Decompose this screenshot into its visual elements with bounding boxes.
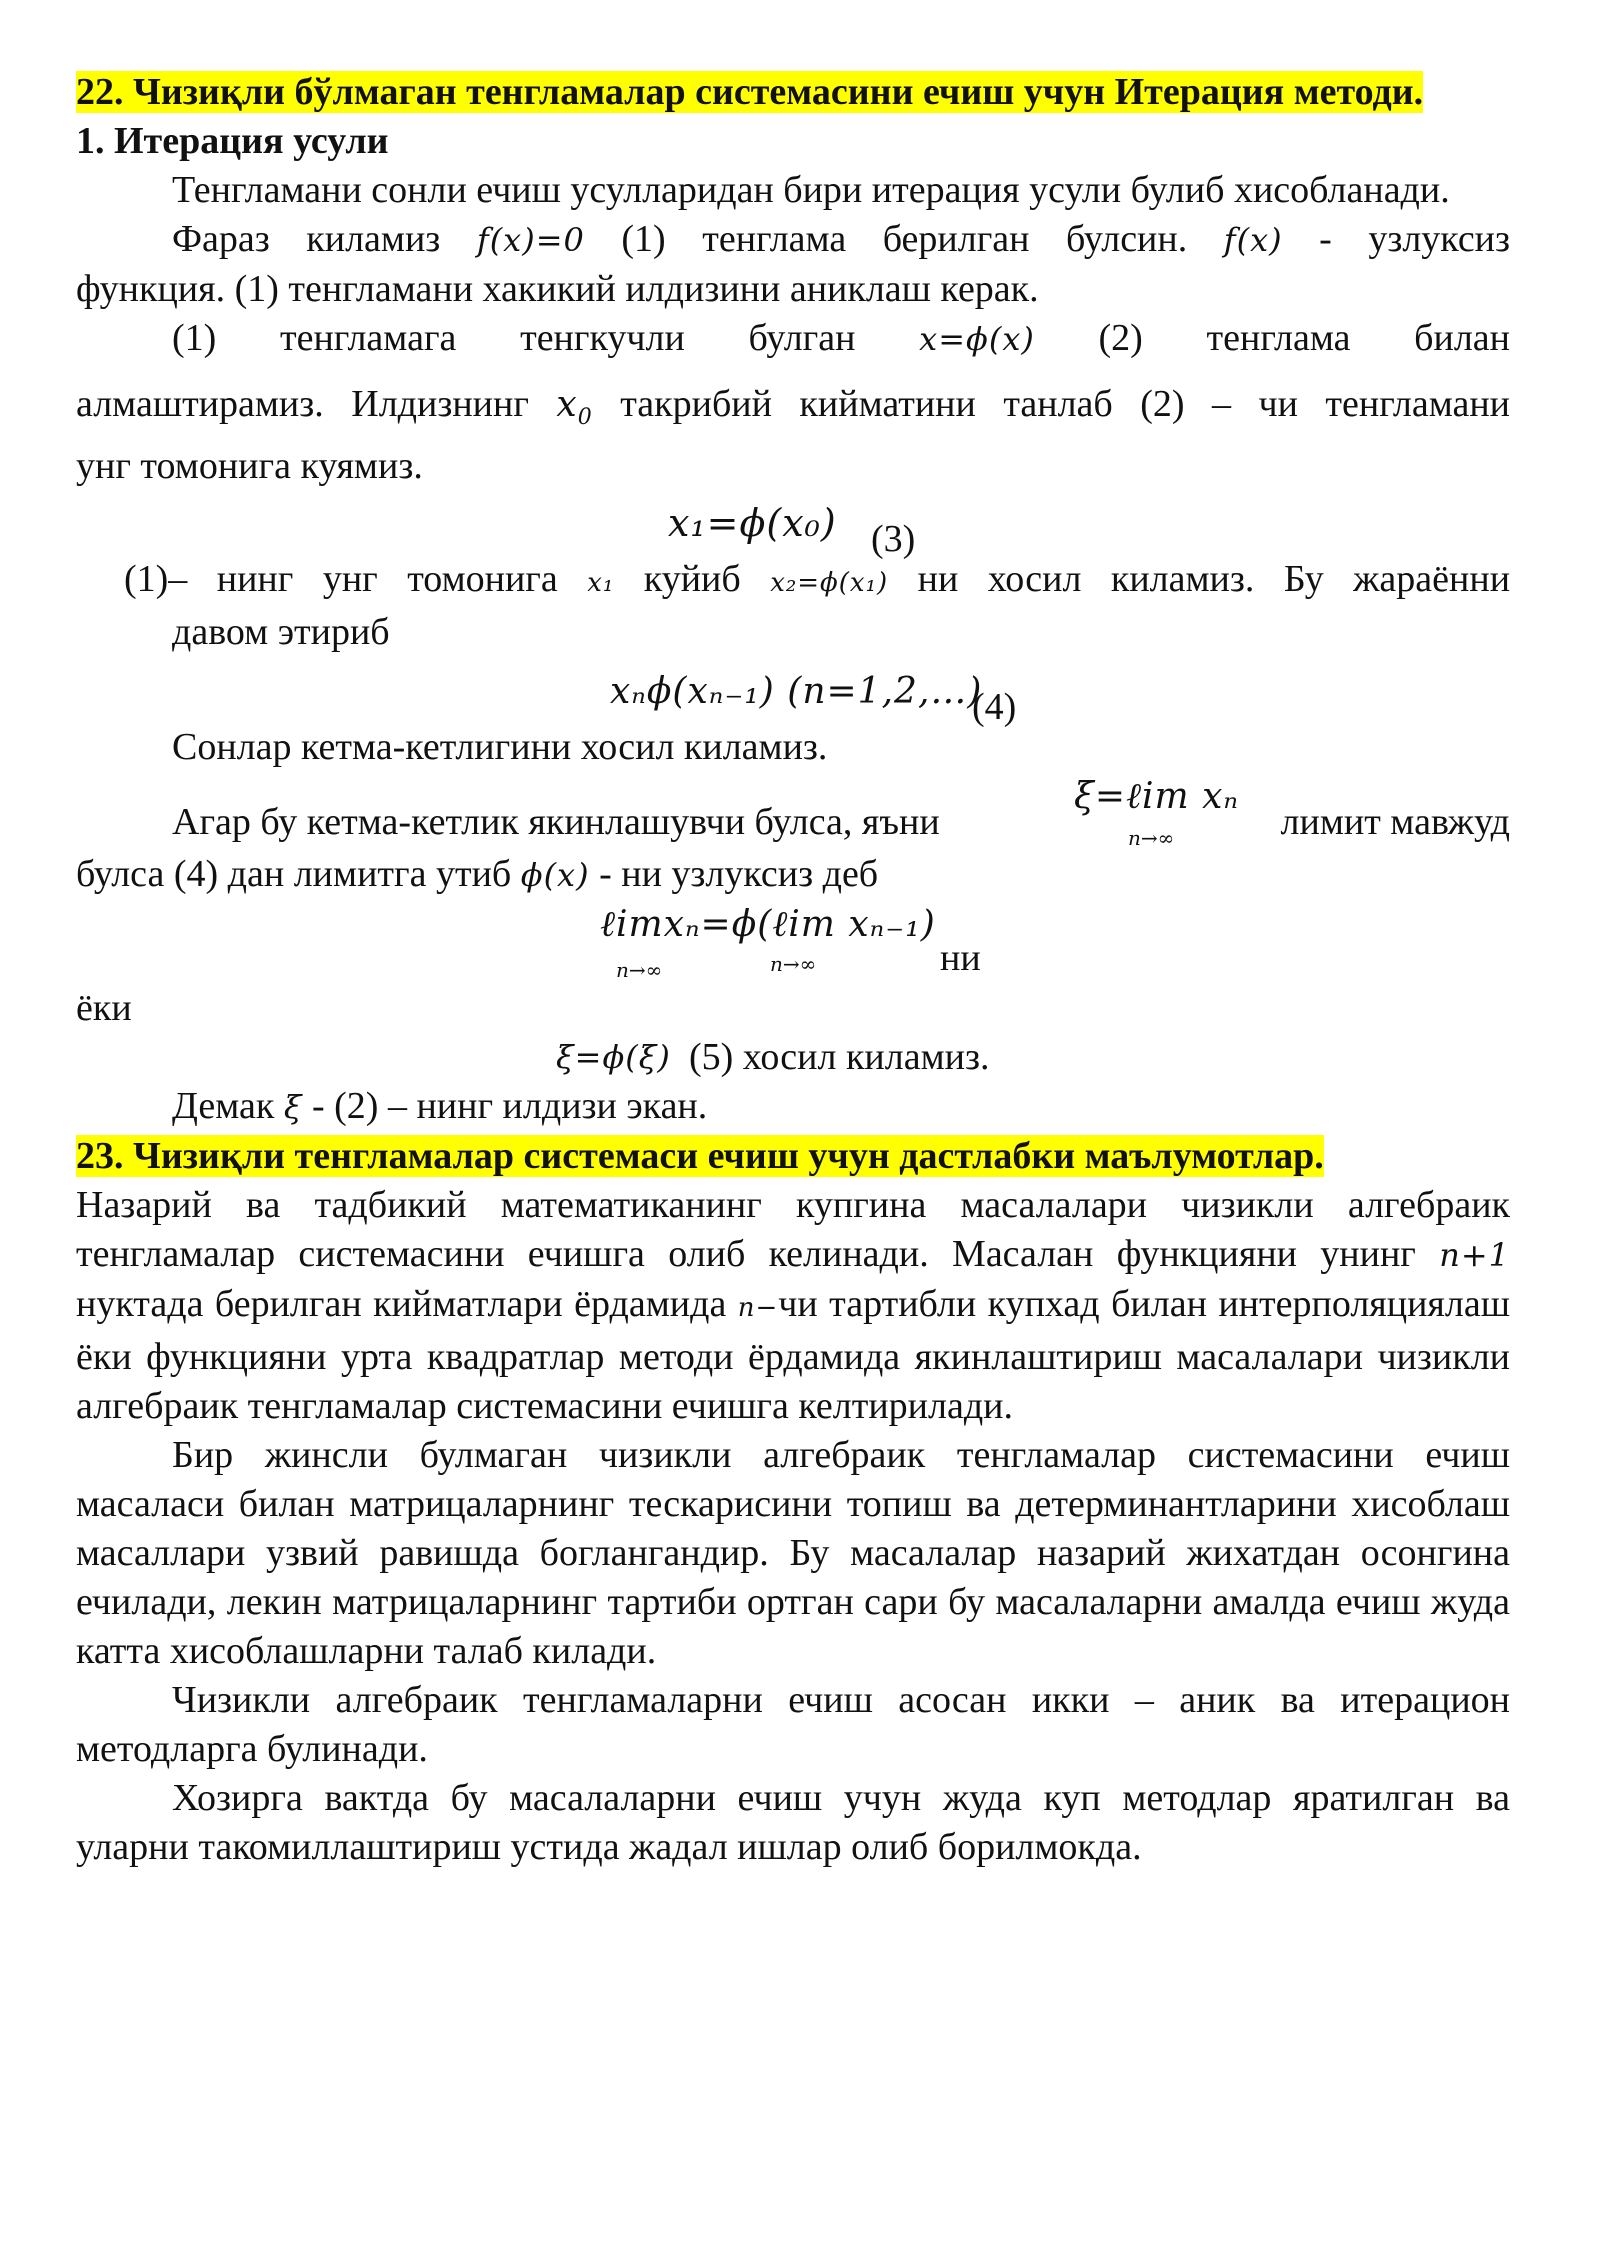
paragraph-1: Тенгламани сонли ечиш усулларидан бири итерация усули булиб хисобланади. bbox=[172, 169, 1450, 211]
equation-xi-limit-subscript: n→∞ bbox=[1128, 826, 1175, 850]
paragraph-2-line2: функция. (1) тенгламани хакикий илдизини аниклаш керак. bbox=[76, 268, 1039, 310]
equation-5-text: (5) хосил киламиз. bbox=[689, 1036, 990, 1078]
equation-3-number: (3) bbox=[871, 518, 916, 560]
equation-4: xₙϕ(xₙ₋₁) (n=1,2,…) bbox=[610, 671, 983, 712]
p4-text-c: ни хосил киламиз. Бу жараённи bbox=[917, 558, 1511, 600]
p6-text-c: булса (4) дан лимитга утиб bbox=[76, 853, 512, 895]
subheading-iteration: 1. Итерация усули bbox=[76, 120, 389, 162]
equation-x2: x₂=ϕ(x₁) bbox=[770, 568, 889, 598]
paragraph-13: Хозирга вактда бу масалаларни ечиш учун жуда куп методлар яратилган ва уларни такомиллаштириш устида жадал ишлар олиб борилмокда. bbox=[76, 1777, 1510, 1868]
paragraph-12: Чизикли алгебраик тенгламаларни ечиш асосан икки – аник ва итерацион методларга булинади. bbox=[76, 1679, 1510, 1770]
equation-5-row bbox=[76, 1033, 1510, 1082]
p2-text-c: - узлуксиз bbox=[1319, 218, 1511, 260]
p10-text-b: нуктада берилган кийматлари ёрдамида bbox=[76, 1283, 727, 1325]
equation-3-row bbox=[76, 491, 1510, 560]
p9-text-b: - (2) – нинг илдизи экан. bbox=[312, 1085, 708, 1127]
equation-n-plus-1: n+1 bbox=[1439, 1236, 1511, 1274]
equation-limit-row bbox=[76, 900, 1510, 980]
paragraph-3-line1 bbox=[76, 314, 1510, 364]
equation-limit-subscript-2: n→∞ bbox=[770, 952, 817, 976]
p3-text-a: (1) тенгламага тенгкучли булган bbox=[172, 317, 856, 359]
paragraph-6-line1 bbox=[76, 772, 1510, 850]
equation-x1: x₁ bbox=[587, 568, 615, 598]
equation-x0 bbox=[556, 384, 593, 430]
p3-text-d: такрибий кийматини танлаб (2) – чи тенгламани bbox=[620, 383, 1511, 425]
equation-3: x₁=ϕ(x₀) bbox=[668, 501, 837, 545]
p6-text-e: ни bbox=[940, 937, 981, 979]
p10-text-a: Назарий ва тадбикий математиканинг купгина масалалари чизикли алгебраик тенгламалар системасини ечишга олиб келинади. Масалан функцияни унинг bbox=[76, 1184, 1510, 1275]
x0-base: x bbox=[556, 384, 578, 425]
section-22-heading bbox=[76, 68, 1510, 117]
heading-22: 22. Чизиқли бўлмаган тенгламалар системасини ечиш учун Итерация методи. bbox=[76, 71, 1424, 113]
equation-f-zero: f(x)=0 bbox=[476, 221, 585, 259]
x0-subscript: 0 bbox=[577, 405, 593, 430]
p3-text-c: алмаштирамиз. Илдизнинг bbox=[76, 383, 529, 425]
section-23-heading bbox=[76, 1132, 1510, 1181]
p3-text-b: (2) тенглама билан bbox=[1098, 317, 1510, 359]
p6-text-b: лимит мавжуд bbox=[1280, 801, 1510, 843]
equation-5: ξ=ϕ(ξ) bbox=[556, 1038, 671, 1076]
equation-n-minus: n− bbox=[737, 1293, 779, 1323]
paragraph-7: ёки bbox=[76, 987, 132, 1029]
paragraph-10 bbox=[76, 1181, 1510, 1431]
paragraph-5: Сонлар кетма-кетлигини хосил киламиз. bbox=[172, 726, 828, 768]
paragraph-4-line2: давом этириб bbox=[172, 611, 390, 653]
equation-limit-subscript-1: n→∞ bbox=[616, 958, 663, 982]
equation-x-phi: x=ϕ(x) bbox=[919, 320, 1035, 358]
equation-limit-limit: ℓimxₙ=ϕ(ℓim xₙ₋₁) bbox=[600, 904, 936, 945]
p2-text-a: Фараз киламиз bbox=[172, 218, 441, 260]
paragraph-9 bbox=[76, 1082, 1510, 1132]
document-page bbox=[76, 68, 1510, 1872]
equation-xi-limit: ξ=ℓim xₙ bbox=[1074, 776, 1239, 817]
p6-text-a: Агар бу кетма-кетлик якинлашувчи булса, яъни bbox=[172, 801, 940, 843]
p4-text-b: куйиб bbox=[643, 558, 741, 600]
p9-text-a: Демак bbox=[172, 1085, 275, 1127]
heading-23: 23. Чизиқли тенгламалар системаси ечиш учун дастлабки маълумотлар. bbox=[76, 1135, 1324, 1177]
paragraph-2-line1 bbox=[76, 215, 1510, 265]
paragraph-3-line3: унг томонига куямиз. bbox=[76, 445, 423, 487]
paragraph-3-line2 bbox=[76, 380, 1510, 442]
equation-fx: f(x) bbox=[1223, 221, 1283, 259]
equation-phi-x: ϕ(x) bbox=[520, 856, 590, 894]
p10-text-c: чи тартибли купхад билан интерполяциялаш ёки функцияни урта квадратлар методи ёрдамида якинлаштириш масалалари чизикли алгебраик тенгламалар системасини ечишга келтирилади. bbox=[76, 1283, 1510, 1427]
paragraph-6-line2 bbox=[76, 850, 1510, 900]
p6-text-d: - ни узлуксиз деб bbox=[599, 853, 879, 895]
p4-text-a: (1)– нинг унг томонига bbox=[124, 558, 558, 600]
equation-xi: ξ bbox=[283, 1088, 303, 1126]
p2-text-b: (1) тенглама берилган булсин. bbox=[621, 218, 1188, 260]
equation-4-number: (4) bbox=[972, 686, 1017, 728]
paragraph-11: Бир жинсли булмаган чизикли алгебраик тенгламалар системасини ечиш масаласи билан матрицаларнинг тескарисини топиш ва детерминантларини хисоблаш масаллари узвий равишда боглангандир. Бу масалалар назарий жихатдан осонгина ечилади, лекин матрицаларнинг тартиби ортган сари бу масалаларни амалда ечиш жуда катта хисоблашларни талаб килади. bbox=[76, 1434, 1510, 1672]
equation-4-row bbox=[76, 657, 1510, 728]
paragraph-4-line1 bbox=[76, 555, 1510, 608]
